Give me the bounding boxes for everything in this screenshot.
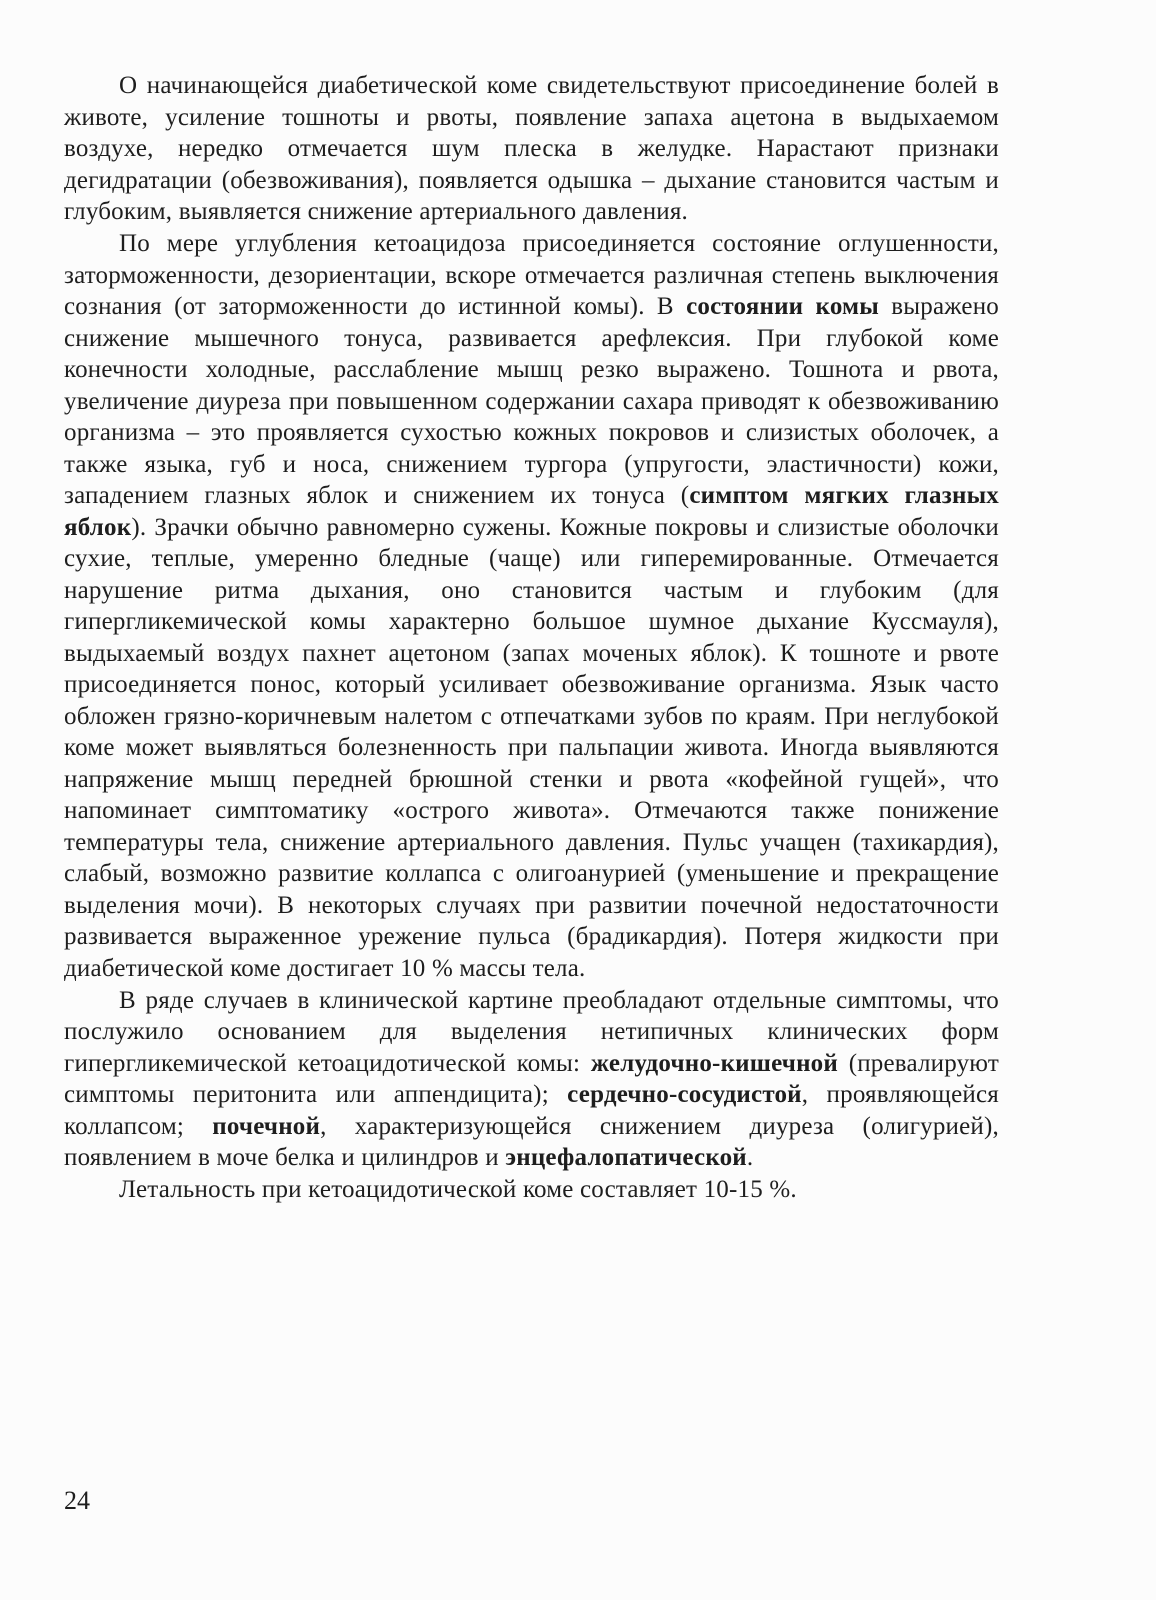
paragraph-ketoacidosis-progression [64, 228, 999, 984]
body-text [64, 70, 999, 1206]
text-segment: , проявляющейся коллапсом; [64, 1081, 1000, 1140]
text-segment: . [746, 1144, 754, 1171]
paragraph-atypical-forms [64, 985, 999, 1174]
bold-term-cardiovascular: сердечно-сосудистой [567, 1081, 802, 1108]
text-segment: ). Зрачки обычно равномерно сужены. Кожные покровы и слизистые оболочки сухие, теплые, умеренно бледные (чаще) или гиперемированные. Отмечается нарушение ритма дыхания, оно становится частым и глубоким (для гипергликемической комы характерно большое шумное дыхание Куссмауля), выдыхаемый воздух пахнет ацетоном (запах моченых яблок). К тошноте и рвоте присоединяется понос, который усиливает обезвоживание организма. Язык часто обложен грязно-коричневым налетом с отпечатками зубов по краям. При неглубокой коме может выявляться болезненность при пальпации живота. Иногда выявляются напряжение мышц передней брюшной стенки и рвота «кофейной гущей», что напоминает симптоматику «острого живота». Отмечаются также понижение температуры тела, снижение артериального давления. Пульс учащен (тахикардия), слабый, возможно развитие коллапса с олигоанурией (уменьшение и прекращение выделения мочи). В некоторых случаях при развитии почечной недостаточности развивается выраженное урежение пульса (брадикардия). Потеря жидкости при диабетической коме достигает 10 % массы тела. [64, 513, 999, 982]
paragraph-mortality [64, 1174, 999, 1206]
bold-term-coma-state: состоянии комы [686, 293, 879, 320]
text-segment: По мере углубления кетоацидоза присоединяется состояние оглушенности, заторможенности, дезориентации, вскоре отмечается различная степень выключения сознания (от заторможенности до истинной комы). В [64, 230, 999, 320]
bold-term-gastrointestinal: желудочно-кишечной [590, 1049, 838, 1077]
paragraph-diabetic-coma-onset [64, 70, 999, 228]
bold-term-soft-eyeballs: симптом мягких глазных яблок [64, 482, 1000, 541]
text-segment: О начинающейся диабетической коме свидетельствуют присоединение болей в животе, усиление тошноты и рвоты, появление запаха ацетона в выдыхаемом воздухе, нередко отмечается шум плеска в желудке. Нарастают признаки дегидратации (обезвоживания), появляется одышка – дыхание становится частым и глубоким, выявляется снижение артериального давления. [64, 72, 999, 225]
text-segment: В ряде случаев в клинической картине преобладают отдельные симптомы, что послужило основанием для выделения нетипичных клинических форм гипергликемической кетоацидотической комы: [64, 986, 999, 1077]
bold-term-renal: почечной [212, 1112, 321, 1140]
bold-term-encephalopathic: энцефалопатической [505, 1144, 747, 1171]
text-segment: (превалируют симптомы перитонита или аппендицита); [64, 1049, 999, 1108]
text-segment: , характеризующейся снижением диуреза (олигурией), появлением в моче белка и цилиндров и [64, 1112, 999, 1171]
text-segment: выражено снижение мышечного тонуса, развивается арефлексия. При глубокой коме конечности холодные, расслабление мышц резко выражено. Тошнота и рвота, увеличение диуреза при повышенном содержании сахара приводят к обезвоживанию организма – это проявляется сухостью кожных покровов и слизистых оболочек, а также языка, губ и носа, снижением тургора (упругости, эластичности) кожи, западением глазных яблок и снижением их тонуса ( [64, 293, 999, 509]
page-number: 24 [64, 1486, 90, 1515]
text-segment: Летальность при кетоацидотической коме составляет 10-15 %. [119, 1176, 797, 1203]
